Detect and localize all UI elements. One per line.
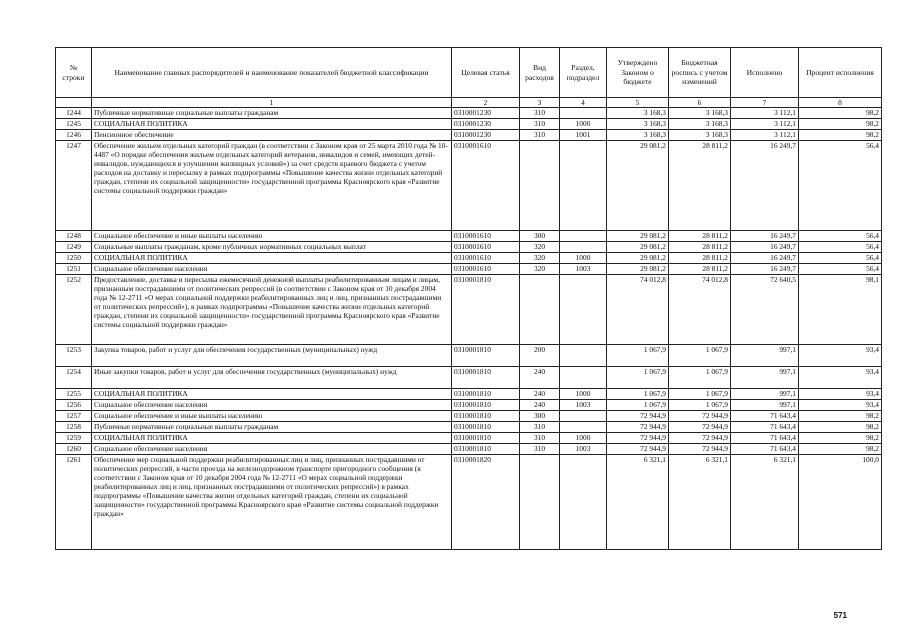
budget-amount: 72 944,9 [669, 444, 731, 455]
executed-amount: 72 640,5 [731, 275, 799, 345]
execution-percent: 56,4 [799, 253, 882, 264]
approved-amount: 29 081,2 [607, 231, 669, 242]
expense-type: 240 [520, 367, 560, 389]
section-code: 1003 [560, 264, 607, 275]
executed-amount: 16 249,7 [731, 231, 799, 242]
budget-amount: 28 811,2 [669, 264, 731, 275]
target-article: 0310001810 [452, 444, 520, 455]
header-num: № строки [56, 48, 92, 98]
header-row [56, 48, 882, 98]
colnum: 8 [799, 98, 882, 108]
execution-percent: 93,4 [799, 345, 882, 367]
table-row [56, 433, 882, 444]
header-executed: Исполнено [731, 48, 799, 98]
table-row [56, 400, 882, 411]
approved-amount: 29 081,2 [607, 264, 669, 275]
row-name: Публичные нормативные социальные выплаты гражданам [92, 422, 452, 433]
section-code [560, 422, 607, 433]
executed-amount: 71 643,4 [731, 433, 799, 444]
row-name: Закупка товаров, работ и услуг для обеспечения государственных (муниципальных) нужд [92, 345, 452, 367]
expense-type: 320 [520, 253, 560, 264]
execution-percent: 98,1 [799, 275, 882, 345]
section-code: 1000 [560, 433, 607, 444]
row-number: 1257 [56, 411, 92, 422]
expense-type: 240 [520, 400, 560, 411]
target-article: 0310001810 [452, 400, 520, 411]
section-code: 1003 [560, 400, 607, 411]
table-row [56, 422, 882, 433]
budget-amount: 72 944,9 [669, 433, 731, 444]
expense-type [520, 455, 560, 550]
row-number: 1245 [56, 119, 92, 130]
row-number: 1260 [56, 444, 92, 455]
table-row [56, 367, 882, 389]
target-article: 0310001230 [452, 119, 520, 130]
section-code [560, 275, 607, 345]
section-code [560, 108, 607, 119]
executed-amount: 3 112,1 [731, 119, 799, 130]
row-name: Социальное обеспечение населения [92, 264, 452, 275]
approved-amount: 29 081,2 [607, 141, 669, 231]
approved-amount: 3 168,3 [607, 108, 669, 119]
row-number: 1248 [56, 231, 92, 242]
execution-percent: 100,0 [799, 455, 882, 550]
approved-amount: 72 944,9 [607, 433, 669, 444]
table-row [56, 130, 882, 141]
row-number: 1258 [56, 422, 92, 433]
section-code [560, 242, 607, 253]
table-row [56, 253, 882, 264]
execution-percent: 93,4 [799, 389, 882, 400]
row-number: 1256 [56, 400, 92, 411]
expense-type: 320 [520, 264, 560, 275]
budget-amount: 1 067,9 [669, 345, 731, 367]
executed-amount: 3 112,1 [731, 130, 799, 141]
row-name: Иные закупки товаров, работ и услуг для обеспечения государственных (муниципальных) нужд [92, 367, 452, 389]
row-name: СОЦИАЛЬНАЯ ПОЛИТИКА [92, 433, 452, 444]
table-row [56, 345, 882, 367]
row-number: 1247 [56, 141, 92, 231]
execution-percent: 98,2 [799, 422, 882, 433]
target-article: 0310001610 [452, 253, 520, 264]
section-code [560, 141, 607, 231]
budget-amount: 1 067,9 [669, 367, 731, 389]
approved-amount: 72 944,9 [607, 444, 669, 455]
executed-amount: 71 643,4 [731, 444, 799, 455]
budget-table [55, 47, 882, 550]
expense-type: 310 [520, 119, 560, 130]
section-code [560, 411, 607, 422]
target-article: 0310001820 [452, 455, 520, 550]
approved-amount: 3 168,3 [607, 130, 669, 141]
table-row [56, 108, 882, 119]
executed-amount: 71 643,4 [731, 411, 799, 422]
approved-amount: 6 321,1 [607, 455, 669, 550]
row-name: Социальное обеспечение и иные выплаты населению [92, 231, 452, 242]
executed-amount: 997,1 [731, 400, 799, 411]
target-article: 0310001230 [452, 108, 520, 119]
target-article: 0310001810 [452, 345, 520, 367]
target-article: 0310001810 [452, 275, 520, 345]
budget-amount: 3 168,3 [669, 119, 731, 130]
row-number: 1251 [56, 264, 92, 275]
expense-type: 310 [520, 444, 560, 455]
execution-percent: 98,2 [799, 130, 882, 141]
row-name: СОЦИАЛЬНАЯ ПОЛИТИКА [92, 389, 452, 400]
section-code: 1000 [560, 253, 607, 264]
execution-percent: 98,2 [799, 119, 882, 130]
row-number: 1255 [56, 389, 92, 400]
row-name: Обеспечение мер социальной поддержки реабилитированных лиц и лиц, признанных пострадавшими от политических репрессий, в части проезда на железнодорожном транспорте пригородного сообщения (в соответствии с Законом края от 10 декабря 2004 года № 12-2711 «О мерах социальной поддержки реабилитированных лиц и лиц, признанных пострадавшими от политических репрессий») в рамках подпрограммы «Повышение качества жизни отдельных категорий граждан, степени их социальной защищенности» государственной программы Красноярского края «Развитие системы социальной поддержки граждан» [92, 455, 452, 550]
target-article: 0310001810 [452, 367, 520, 389]
budget-amount: 72 944,9 [669, 422, 731, 433]
row-number: 1249 [56, 242, 92, 253]
expense-type: 310 [520, 130, 560, 141]
header-approved: Утверждено Законом о бюджете [607, 48, 669, 98]
row-number: 1254 [56, 367, 92, 389]
section-code [560, 455, 607, 550]
approved-amount: 1 067,9 [607, 345, 669, 367]
execution-percent: 98,2 [799, 444, 882, 455]
executed-amount: 997,1 [731, 367, 799, 389]
page-number: 571 [833, 611, 847, 620]
expense-type: 310 [520, 433, 560, 444]
executed-amount: 997,1 [731, 345, 799, 367]
execution-percent: 56,4 [799, 242, 882, 253]
approved-amount: 72 944,9 [607, 422, 669, 433]
approved-amount: 3 168,3 [607, 119, 669, 130]
colnum: 4 [560, 98, 607, 108]
budget-amount: 1 067,9 [669, 389, 731, 400]
row-number: 1246 [56, 130, 92, 141]
row-name: Социальное обеспечение населения [92, 400, 452, 411]
expense-type [520, 275, 560, 345]
colnum: 1 [92, 98, 452, 108]
target-article: 0310001810 [452, 422, 520, 433]
target-article: 0310001810 [452, 411, 520, 422]
section-code: 1001 [560, 130, 607, 141]
row-number: 1252 [56, 275, 92, 345]
section-code [560, 231, 607, 242]
row-name: Предоставление, доставка и пересылка ежемесячной денежной выплаты реабилитированным лицам и лицам, признанным пострадавшими от политических репрессий (в соответствии с Законом края от 10 декабря 2004 года № 12-2711 «О мерах социальной поддержки реабилитированных лиц и лиц, признанных пострадавшими от политических репрессий»), в рамках подпрограммы «Повышение качества жизни отдельных категорий граждан, степени их социальной защищенности» государственной программы Красноярского края «Развитие системы социальной поддержки граждан» [92, 275, 452, 345]
row-name: Социальные выплаты гражданам, кроме публичных нормативных социальных выплат [92, 242, 452, 253]
target-article: 0310001810 [452, 389, 520, 400]
expense-type: 320 [520, 242, 560, 253]
execution-percent: 98,2 [799, 108, 882, 119]
header-percent: Процент исполнения [799, 48, 882, 98]
target-article: 0310001610 [452, 242, 520, 253]
executed-amount: 16 249,7 [731, 253, 799, 264]
table-row [56, 231, 882, 242]
row-name: Обеспечение жильем отдельных категорий граждан (в соответствии с Законом края от 25 марта 2010 года № 10-4487 «О порядке обеспечения жильем отдельных категорий ветеранов, инвалидов и семей, имеющих детей-инвалидов, нуждающихся в улучшении жилищных условий») за счет средств краевого бюджета с учетом расходов на доставку и пересылку в рамках подпрограммы «Повышение качества жизни отдельных категорий граждан, степени их социальной защищенности» государственной программы Красноярского края «Развитие системы социальной поддержки граждан» [92, 141, 452, 231]
execution-percent: 56,4 [799, 141, 882, 231]
executed-amount: 16 249,7 [731, 141, 799, 231]
row-name: Социальное обеспечение и иные выплаты населению [92, 411, 452, 422]
expense-type: 240 [520, 389, 560, 400]
row-number: 1244 [56, 108, 92, 119]
table-row [56, 455, 882, 550]
header-name: Наименование главных распорядителей и наименование показателей бюджетной классификации [92, 48, 452, 98]
budget-amount: 28 811,2 [669, 242, 731, 253]
section-code [560, 367, 607, 389]
colnum: 7 [731, 98, 799, 108]
executed-amount: 6 321,1 [731, 455, 799, 550]
table-row [56, 242, 882, 253]
budget-amount: 28 811,2 [669, 231, 731, 242]
executed-amount: 3 112,1 [731, 108, 799, 119]
table-row [56, 119, 882, 130]
budget-amount: 74 012,8 [669, 275, 731, 345]
colnum: 3 [520, 98, 560, 108]
target-article: 0310001610 [452, 264, 520, 275]
execution-percent: 56,4 [799, 231, 882, 242]
table-row [56, 444, 882, 455]
colnum: 5 [607, 98, 669, 108]
approved-amount: 29 081,2 [607, 242, 669, 253]
expense-type: 310 [520, 422, 560, 433]
execution-percent: 98,2 [799, 411, 882, 422]
table-row [56, 275, 882, 345]
budget-amount: 28 811,2 [669, 253, 731, 264]
header-section: Раздел, подраздел [560, 48, 607, 98]
approved-amount: 74 012,8 [607, 275, 669, 345]
header-budget: Бюджетная роспись с учетом изменений [669, 48, 731, 98]
expense-type: 300 [520, 411, 560, 422]
execution-percent: 98,2 [799, 433, 882, 444]
target-article: 0310001610 [452, 141, 520, 231]
execution-percent: 56,4 [799, 264, 882, 275]
expense-type: 200 [520, 345, 560, 367]
target-article: 0310001230 [452, 130, 520, 141]
row-name: Социальное обеспечение населения [92, 444, 452, 455]
table-row [56, 411, 882, 422]
budget-amount: 6 321,1 [669, 455, 731, 550]
row-number: 1259 [56, 433, 92, 444]
budget-amount: 28 811,2 [669, 141, 731, 231]
executed-amount: 16 249,7 [731, 242, 799, 253]
table-row [56, 141, 882, 231]
executed-amount: 997,1 [731, 389, 799, 400]
row-number: 1253 [56, 345, 92, 367]
header-type: Вид расходов [520, 48, 560, 98]
section-code: 1000 [560, 119, 607, 130]
approved-amount: 29 081,2 [607, 253, 669, 264]
executed-amount: 71 643,4 [731, 422, 799, 433]
column-number-row [56, 98, 882, 108]
expense-type: 300 [520, 231, 560, 242]
approved-amount: 1 067,9 [607, 389, 669, 400]
colnum: 6 [669, 98, 731, 108]
table-row [56, 389, 882, 400]
expense-type: 310 [520, 108, 560, 119]
colnum: 2 [452, 98, 520, 108]
section-code: 1000 [560, 389, 607, 400]
row-number: 1250 [56, 253, 92, 264]
target-article: 0310001810 [452, 433, 520, 444]
target-article: 0310001610 [452, 231, 520, 242]
budget-amount: 3 168,3 [669, 130, 731, 141]
executed-amount: 16 249,7 [731, 264, 799, 275]
budget-amount: 1 067,9 [669, 400, 731, 411]
row-name: СОЦИАЛЬНАЯ ПОЛИТИКА [92, 119, 452, 130]
execution-percent: 93,4 [799, 367, 882, 389]
section-code: 1003 [560, 444, 607, 455]
approved-amount: 1 067,9 [607, 367, 669, 389]
expense-type [520, 141, 560, 231]
approved-amount: 1 067,9 [607, 400, 669, 411]
row-name: СОЦИАЛЬНАЯ ПОЛИТИКА [92, 253, 452, 264]
budget-amount: 3 168,3 [669, 108, 731, 119]
budget-table-page [55, 47, 881, 550]
row-name: Публичные нормативные социальные выплаты гражданам [92, 108, 452, 119]
section-code [560, 345, 607, 367]
table-row [56, 264, 882, 275]
execution-percent: 93,4 [799, 400, 882, 411]
approved-amount: 72 944,9 [607, 411, 669, 422]
header-target: Целевая статья [452, 48, 520, 98]
row-number: 1261 [56, 455, 92, 550]
budget-amount: 72 944,9 [669, 411, 731, 422]
row-name: Пенсионное обеспечение [92, 130, 452, 141]
